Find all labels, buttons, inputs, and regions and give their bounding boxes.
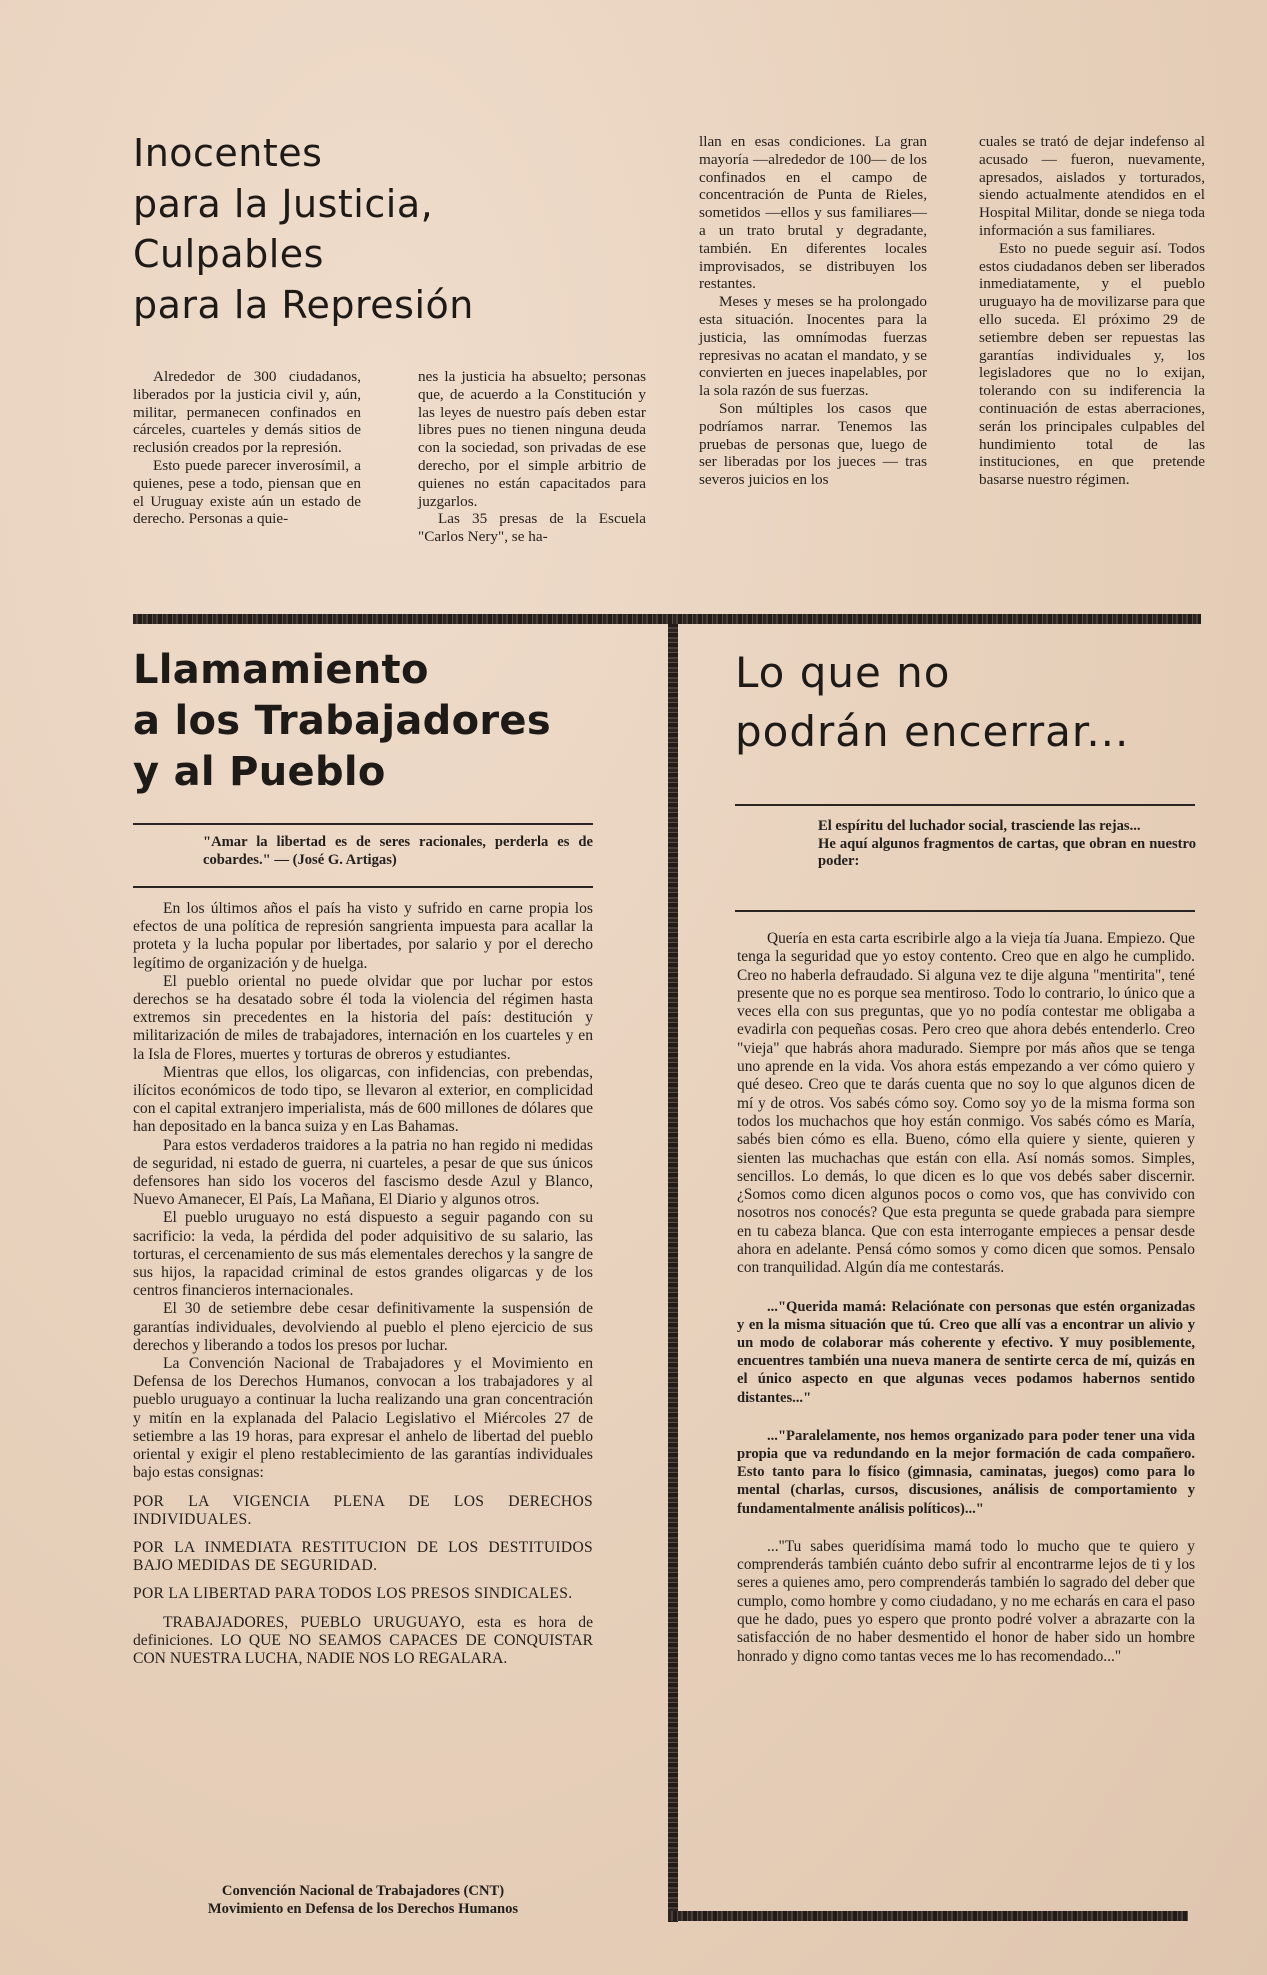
left-article-body — [133, 900, 593, 1668]
paragraph: Para estos verdaderos traidores a la patria no han regido ni medidas de seguridad, ni estado de guerra, ni cuarteles, a pesar de que sus únicos defensores han sido los voceros del fascismo desde Azul y Blanco, Nuevo Amanecer, El País, La Mañana, El Diario y algunos otros. — [133, 1136, 593, 1209]
intro-line-2: He aquí algunos fragmentos de cartas, que obran en nuestro poder: — [818, 835, 1196, 869]
paragraph: Esto puede parecer inverosímil, a quienes, pese a todo, piensan que en el Uruguay existe aún un estado de derecho. Personas a quie- — [133, 456, 361, 528]
paragraph: cuales se trató de dejar indefenso al acusado — fueron, nuevamente, apresados, aislados y torturados, siendo actualmente atendidos en el Hospital Militar, donde se niega toda información a sus familiares. — [979, 133, 1205, 239]
intro-rule-top — [735, 804, 1195, 806]
right-headline — [735, 644, 1185, 762]
letter-fragment-2: ..."Paralelamente, nos hemos organizado para poder tener una vida propia que va redundando en la mejor formación de cada compañero. Esto tanto para lo físico (gimnasia, caminatas, juegos) como para lo mental (charlas, cursos, discusiones, análisis de comportamiento y fundamentalmente análisis políticos)..." — [737, 1427, 1195, 1517]
demand-2: POR LA INMEDIATA RESTITUCION DE LOS DESTITUIDOS BAJO MEDIDAS DE SEGURIDAD. — [133, 1538, 593, 1575]
demand-3: POR LA LIBERTAD PARA TODOS LOS PRESOS SINDICALES. — [133, 1585, 573, 1603]
signature-line-2: Movimiento en Defensa de los Derechos Humanos — [207, 1901, 519, 1917]
epigraph: "Amar la libertad es de seres racionales, perderla es de cobardes." — (José G. Artigas) — [203, 834, 593, 868]
paragraph: El pueblo uruguayo no está dispuesto a seguir pagando con su sacrificio: la veda, la pérdida del poder adquisitivo de su salario, las torturas, el cercenamiento de sus más elementales derechos y la sangre de sus hijos, la rapacidad criminal de estos grandes oligarcas y de los centros financieros internacionales. — [133, 1209, 593, 1300]
paragraph: llan en esas condiciones. La gran mayoría —alrededor de 100— de los confinados en el campo de concentración de Punta de Rieles, sometidos —ellos y sus familiares— a un trato brutal y degradante, también. En diferentes locales improvisados, se distribuyen los restantes. — [699, 133, 927, 293]
epigraph-rule-bottom — [133, 886, 593, 888]
paragraph: Meses y meses se ha prolongado esta situación. Inocentes para la justicia, las omnímodas fuerzas represivas no acatan el mandato, y se convierten en jueces inapelables, por la sola razón de sus fuerzas. — [699, 293, 927, 400]
left-headline — [133, 645, 633, 797]
paragraph: La Convención Nacional de Trabajadores y el Movimiento en Defensa de los Derechos Humanos, convocan a los trabajadores y al pueblo uruguayo a continuar la lucha realizando una gran concentración y mitín en la explanada del Palacio Legislativo el Miércoles 27 de setiembre a las 19 horas, para expresar el anhelo de libertad del pueblo oriental y exigir el pleno restablecimiento de las garantías individuales bajo estas consignas: — [133, 1355, 593, 1482]
left-headline-line-2: a los Trabajadores — [133, 697, 551, 744]
top-article-col-1 — [133, 368, 361, 528]
section-divider-horizontal — [133, 614, 1201, 624]
paragraph: nes la justicia ha absuelto; personas que, de acuerdo a la Constitución y las leyes de nuestro país deben estar libres pues no tienen ninguna deuda con la sociedad, son privadas de ese derecho, por el simple arbitrio de quienes no están capacitados para juzgarlos. — [418, 368, 646, 510]
top-headline-line-4: para la Represión — [133, 282, 474, 327]
paragraph: Mientras que ellos, los oligarcas, con infidencias, con prebendas, ilícitos económicos de todo tipo, se llevaron al exterior, en complicidad con el capital extranjero imperialista, más de 600 millones de dólares que han depositado en la banca suiza y en Las Bahamas. — [133, 1063, 593, 1136]
left-headline-line-1: Llamamiento — [133, 647, 429, 693]
epigraph-rule-top — [133, 823, 593, 825]
paragraph: Alrededor de 300 ciudadanos, liberados por la justicia civil y, aún, militar, permanecen confinados en cárceles, cuarteles y demás sitios de reclusión creados por la represión. — [133, 368, 361, 457]
letters-body — [737, 930, 1195, 1666]
section-divider-bottom — [668, 1911, 1188, 1921]
top-headline-line-3: Culpables — [133, 232, 324, 277]
paragraph: El 30 de setiembre debe cesar definitivamente la suspensión de garantías individuales, devolviendo al pueblo el pleno ejercicio de sus derechos y liberando a todos los presos por luchar. — [133, 1300, 593, 1354]
top-headline-line-2: para la Justicia, — [133, 181, 434, 226]
signature — [133, 1882, 593, 1918]
top-headline-line-1: Inocentes — [133, 131, 323, 175]
letter-juana: Quería en esta carta escribirle algo a la vieja tía Juana. Empiezo. Que tenga la seguridad que yo estoy contento. Creo que en algo he cumplido. Creo no haberla defraudado. Si alguna vez te dije alguna "mentirita", tené presente que no es porque sea mentiroso. Todo lo contrario, lo único que a veces ella con sus preguntas, que yo no podía contestar me obligaba a evadirla con pequeñas cosas. Pero creo que ahora debés entenderlo. Creo "vieja" que habrás ahora madurado. Siempre por más años que se tenga uno aprende en la vida. Vos ahora estás empezando a ver cómo quiero y qué deseo. Creo que te darás cuenta que no soy lo que algunos dicen de mí y de otros. Vos sabés cómo soy. Como soy yo de la misma forma son todos los muchachos que hoy están conmigo. Vos sabés cómo es María, sabés bien cómo es ella. Bueno, cómo ella quiere y siente, quieren y sienten las muchachas que están con ella. Así nomás somos. Simples, sencillos. Lo demás, lo que dicen es lo que vos debés saber discernir. ¿Somos como dicen algunos pocos o como vos, que has convivido con nosotros nos conocés? Que esta pregunta se quede grabada para siempre en tu cabeza blanca. Que con esta interrogante empieces a pensar desde ahora en adelante. Pensá cómo somos y como dicen que somos. Pensalo con tranquilidad. Algún día me contestarás. — [737, 930, 1195, 1277]
paragraph: Esto no puede seguir así. Todos estos ciudadanos deben ser liberados inmediatamente, y el pueblo uruguayo ha de movilizarse para que ello suceda. El próximo 29 de setiembre deben ser repuestas las garantías individuales y, los legisladores que no lo exijan, tolerando con su indiferencia la continuación de estas aberraciones, serán los principales culpables del hundimiento total de las instituciones, en que pretende basarse nuestro régimen. — [979, 239, 1205, 489]
section-divider-vertical — [668, 624, 678, 1922]
paragraph: Las 35 presas de la Escuela "Carlos Nery", se ha- — [418, 510, 646, 546]
right-headline-line-1: Lo que no — [735, 648, 951, 697]
intro-line-1: El espíritu del luchador social, trasciende las rejas... — [818, 818, 1141, 834]
letter-fragment-1: ..."Querida mamá: Relaciónate con personas que estén organizadas y en la misma situación que tú. Creo que allí vas a encontrar un alivio y un modo de colaborar más coherente y efectivo. Y muy posiblemente, encuentres también una nueva manera de sentirte cerca de mí, quizás en el único aspecto en que algunas veces podamos habernos sentido distantes..." — [737, 1298, 1195, 1406]
intro-rule-bottom — [735, 910, 1195, 912]
letter-fragment-3: ..."Tu sabes queridísima mamá todo lo mucho que te quiero y comprenderás también cuánto debo sufrir al encontrarme lejos de ti y los seres a quienes amo, pero comprenderás también lo sagrado del deber que cumplo, como hombre y como ciudadano, y no me echarás en cara el paso que he dado, pues yo espero que pronto podré volver a abrazarte con la satisfacción de no haber desmentido el honor de haber sido un hombre honrado y digno como tantas veces me lo has recomendado..." — [737, 1537, 1195, 1665]
top-article-col-2 — [418, 368, 646, 546]
demand-1: POR LA VIGENCIA PLENA DE LOS DERECHOS INDIVIDUALES. — [133, 1492, 593, 1528]
top-article-col-4 — [979, 133, 1205, 489]
top-headline — [133, 128, 533, 330]
paragraph: El pueblo oriental no puede olvidar que por luchar por estos derechos se ha desatado sobre él toda la violencia del régimen hasta extremos sin precedentes en la historia del país: destitución y militarización de miles de trabajadores, internación en los cuarteles y en la Isla de Flores, muertes y torturas de obreros y estudiantes. — [133, 972, 593, 1063]
right-headline-line-2: podrán encerrar... — [735, 706, 1130, 756]
closing-paragraph: TRABAJADORES, PUEBLO URUGUAYO, esta es hora de definiciones. LO QUE NO SEAMOS CAPACES DE CONQUISTAR CON NUESTRA LUCHA, NADIE NOS LO REGALARA. — [133, 1613, 593, 1667]
paragraph: En los últimos años el país ha visto y sufrido en carne propia los efectos de una política de represión sangrienta impuesta para acallar la proteta y la lucha popular por libertades, por salario y por el derecho legítimo de organización y de huelga. — [133, 900, 593, 972]
left-headline-line-3: y al Pueblo — [133, 748, 386, 795]
signature-line-1: Convención Nacional de Trabajadores (CNT) — [221, 1883, 505, 1899]
intro — [818, 818, 1196, 871]
paragraph: Son múltiples los casos que podríamos narrar. Tenemos las pruebas de personas que, luego de ser liberadas por los jueces — tras severos juicios en los — [699, 399, 927, 489]
top-article-col-3 — [699, 133, 927, 489]
